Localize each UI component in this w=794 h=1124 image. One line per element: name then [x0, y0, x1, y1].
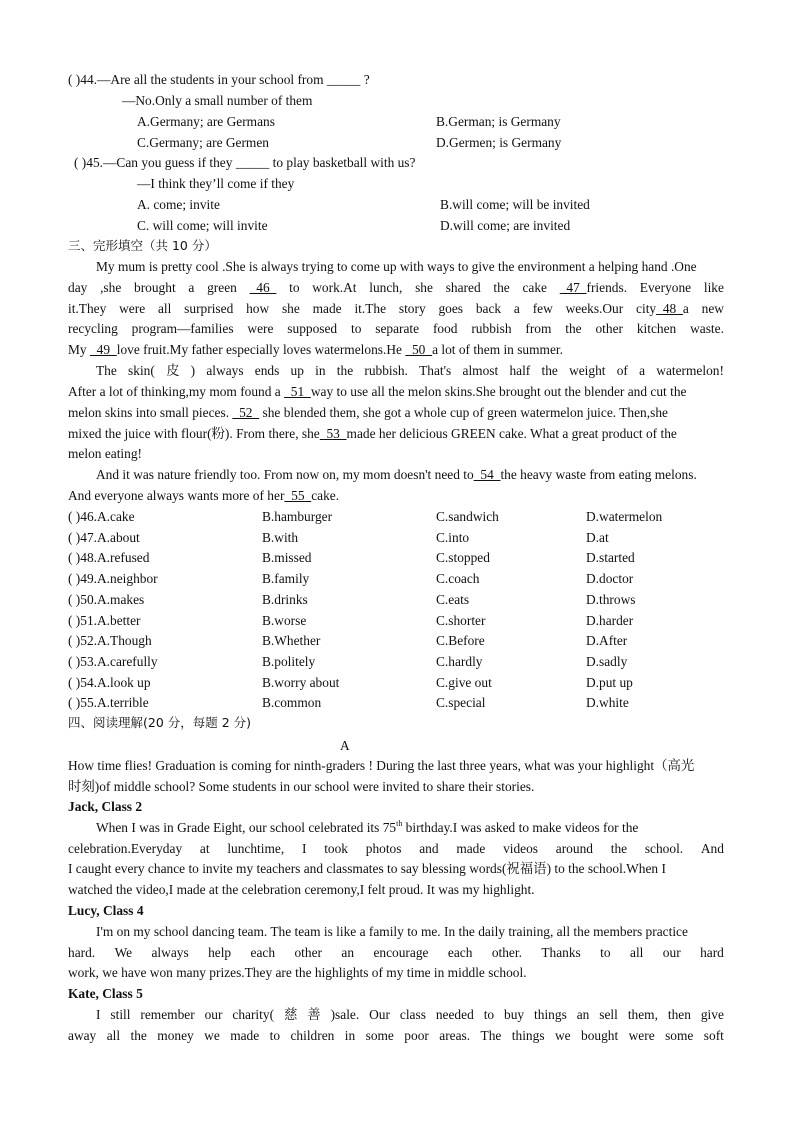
word: lunch, — [369, 280, 403, 295]
word: in — [315, 363, 326, 378]
word: some — [665, 1028, 694, 1043]
cloze-line: My 49 love fruit.My father especially loves watermelons.He 50 a lot of them in summer. — [68, 342, 563, 357]
option-num-and-a: ( )52.A.Though — [68, 633, 152, 649]
option-b: B.hamburger — [262, 509, 333, 524]
word: how — [246, 301, 270, 316]
cloze-line — [68, 300, 724, 318]
word: the — [493, 280, 510, 295]
word: some — [365, 1028, 394, 1043]
option-b: B.drinks — [262, 591, 308, 607]
lucy-line: I'm on my school dancing team. The team is like a family to me. In the daily training, all the members practice — [96, 924, 688, 939]
word: watermelon! — [656, 363, 724, 378]
word: still — [110, 1007, 131, 1022]
option-d: D.sadly — [586, 653, 628, 669]
option-a: A.Germany; are Germans — [137, 114, 275, 129]
cloze-line — [68, 279, 724, 297]
word: surprised — [184, 301, 234, 316]
word: 皮 — [166, 363, 180, 378]
cloze-blank: 51 — [284, 384, 311, 399]
lucy-line — [68, 944, 724, 962]
passage-label: A — [340, 738, 350, 753]
student-name: Lucy, Class 4 — [68, 903, 144, 918]
word: sell — [599, 1007, 618, 1022]
word: soft — [703, 1028, 724, 1043]
word: help — [208, 945, 232, 960]
word: the — [541, 363, 558, 378]
word: it.The — [354, 301, 387, 316]
cloze-blank: 50 — [405, 342, 433, 357]
word: around — [555, 841, 593, 856]
word: shared — [445, 280, 481, 295]
option-c: C.special — [436, 695, 486, 711]
question-number: ( )45. — [74, 155, 104, 170]
word: new — [701, 301, 724, 316]
option-num-and-a: ( )47.A.about — [68, 529, 140, 545]
word: hard. — [68, 945, 96, 960]
word: weight — [569, 363, 606, 378]
word: the — [130, 1028, 147, 1043]
superscript: th — [396, 819, 403, 828]
word: We — [114, 945, 133, 960]
word: celebration.Everyday — [68, 841, 183, 856]
answer-blank: _____ — [235, 155, 270, 170]
word: 慈 — [283, 1007, 298, 1022]
option-b: B.common — [262, 695, 322, 711]
option-d: D.Germen; is Germany — [436, 135, 562, 150]
cloze-line: My mum is pretty cool .She is always trying to come up with ways to give the environment a helping hand .One — [96, 259, 697, 274]
word: rubbish — [471, 321, 512, 336]
option-num-and-a: ( )51.A.better — [68, 612, 141, 628]
word: work.At — [312, 280, 357, 295]
word: photos — [365, 841, 402, 856]
lucy-line: work, we have won many prizes.They are the highlights of my time in middle school. — [68, 965, 527, 980]
option-d: D.watermelon — [586, 509, 663, 524]
word: Our — [369, 1007, 390, 1022]
word: we — [554, 1028, 571, 1043]
option-c: C.give out — [436, 674, 492, 690]
word: 47 friends. — [559, 280, 628, 295]
question-number: ( )44. — [68, 72, 98, 87]
cloze-blank: 49 — [89, 342, 117, 357]
word: Everyone — [639, 280, 692, 295]
word: children — [290, 1028, 335, 1043]
question-44-reply: —No.Only a small number of them — [122, 93, 313, 108]
option-d: D.started — [586, 550, 635, 566]
word: we — [204, 1028, 220, 1043]
jack-line: I caught every chance to invite my teachers and classmates to say blessing words(祝福语) to the school.When I — [68, 861, 666, 876]
intro-line: 时刻)of middle school? Some students in our school were invited to share their stories. — [68, 779, 535, 794]
option-b: B.German; is Germany — [436, 114, 561, 129]
jack-line — [96, 819, 638, 837]
question-end: to play basketball with us? — [272, 155, 416, 170]
word: were — [628, 1028, 655, 1043]
cloze-line — [96, 362, 724, 380]
word: other. — [491, 945, 522, 960]
option-c: C.eats — [436, 591, 470, 607]
answer-blank: _____ — [326, 72, 361, 87]
question-44 — [68, 71, 370, 89]
cloze-blank: 54 — [473, 467, 501, 482]
option-c: C.stopped — [436, 550, 490, 566]
word: buy — [504, 1007, 525, 1022]
option-num-and-a: ( )50.A.makes — [68, 591, 145, 607]
word: bought — [581, 1028, 619, 1043]
word: like — [703, 280, 724, 295]
word: food — [432, 321, 458, 336]
option-b: B.will come; will be invited — [440, 197, 590, 212]
option-d: D.white — [586, 695, 629, 711]
word: the — [336, 363, 354, 378]
word: skin( — [128, 363, 155, 378]
cloze-heading: 三、完形填空（共 10 分） — [68, 238, 217, 253]
option-c: C.Before — [436, 633, 485, 649]
word: kitchen — [636, 321, 677, 336]
word: ends — [254, 363, 280, 378]
word: our — [662, 945, 681, 960]
option-b: B.missed — [262, 550, 312, 566]
word: at — [199, 841, 210, 856]
cloze-line: And it was nature friendly too. From now on, my mom doesn't need to 54 the heavy waste from eating melons. — [96, 467, 697, 482]
word: an — [576, 1007, 590, 1022]
word: day — [68, 280, 88, 295]
word: to — [350, 321, 362, 336]
word: hard — [700, 945, 724, 960]
option-c: C.into — [436, 529, 470, 545]
word: remember — [140, 1007, 195, 1022]
word: I — [301, 841, 307, 856]
word: poor — [404, 1028, 429, 1043]
word: back — [475, 301, 502, 316]
word: and — [419, 841, 439, 856]
word: recycling — [68, 321, 118, 336]
kate-line — [68, 1027, 724, 1045]
option-d: D.at — [586, 529, 609, 545]
cloze-blank: 52 — [232, 405, 260, 420]
option-b: B.politely — [262, 653, 316, 669]
word: other — [595, 321, 623, 336]
word: green — [207, 280, 237, 295]
word: That's — [419, 363, 452, 378]
question-45 — [74, 154, 415, 172]
option-d: D.throws — [586, 591, 636, 607]
word: in — [344, 1028, 356, 1043]
word: needed — [435, 1007, 474, 1022]
word: ,she — [100, 280, 122, 295]
word: she — [281, 301, 300, 316]
word: took — [324, 841, 348, 856]
word: up — [290, 363, 304, 378]
option-d: D.After — [586, 633, 628, 649]
word: all — [106, 1028, 121, 1043]
word: the — [610, 841, 628, 856]
text: When I was in Grade Eight, our school celebrated its 75 — [96, 820, 397, 835]
word: few — [532, 301, 553, 316]
word: all — [630, 945, 644, 960]
word: class — [399, 1007, 426, 1022]
cloze-line: melon eating! — [68, 446, 142, 461]
word: of — [616, 363, 628, 378]
word: always — [151, 945, 189, 960]
word: were — [247, 321, 274, 336]
student-name: Jack, Class 2 — [68, 799, 143, 814]
word: Thanks — [541, 945, 581, 960]
word: areas. — [439, 1028, 471, 1043]
word: away — [68, 1028, 97, 1043]
word: she — [415, 280, 433, 295]
option-d: D.harder — [586, 612, 634, 628]
word: an — [341, 945, 355, 960]
word: the — [565, 321, 582, 336]
cloze-blank: 47 — [559, 280, 587, 295]
word: waste. — [690, 321, 724, 336]
word: things — [534, 1007, 567, 1022]
word: I — [96, 1007, 101, 1022]
word: each — [447, 945, 473, 960]
word: separate — [375, 321, 420, 336]
word: rubbish. — [364, 363, 408, 378]
question-end: ? — [363, 72, 370, 87]
student-name: Kate, Class 5 — [68, 986, 143, 1001]
word: supposed — [287, 321, 338, 336]
option-c: C.sandwich — [436, 509, 499, 524]
option-a: A. come; invite — [137, 197, 220, 212]
cloze-blank: 55 — [284, 488, 312, 503]
option-c: C.Germany; are Germen — [137, 135, 269, 150]
option-c: C.hardly — [436, 653, 483, 669]
word: half — [509, 363, 531, 378]
word: to — [289, 280, 300, 295]
word: it.They — [68, 301, 107, 316]
word: other — [294, 945, 322, 960]
option-d: D.will come; are invited — [440, 218, 571, 233]
question-stem: —Can you guess if they — [103, 155, 233, 170]
option-d: D.doctor — [586, 571, 634, 587]
cloze-line: mixed the juice with flour(粉). From there, she 53 made her delicious GREEN cake. What a great product of the — [68, 426, 677, 441]
question-stem: —Are all the students in your school from — [97, 72, 324, 87]
option-c: C.shorter — [436, 612, 486, 628]
option-b: B.Whether — [262, 633, 321, 649]
word: were — [119, 301, 146, 316]
jack-line: watched the video,I made at the celebration ceremony,I felt proud. It was my highlight. — [68, 882, 535, 897]
kate-line — [96, 1006, 724, 1024]
word: cake — [522, 280, 547, 295]
cloze-line: After a lot of thinking,my mom found a 51 way to use all the melon skins.She brought out the blender and cut the — [68, 384, 687, 399]
word: from — [525, 321, 552, 336]
word: brought — [134, 280, 176, 295]
word: The — [96, 363, 117, 378]
word: lunchtime, — [227, 841, 285, 856]
word: made — [312, 301, 342, 316]
intro-line: How time flies! Graduation is coming for ninth-graders ! During the last three years, what was your highlight（高光 — [68, 758, 695, 773]
word: to — [483, 1007, 495, 1022]
word: then — [667, 1007, 691, 1022]
word: story — [398, 301, 426, 316]
word: each — [250, 945, 276, 960]
word: our — [204, 1007, 223, 1022]
word: videos — [503, 841, 539, 856]
word: made — [230, 1028, 260, 1043]
word: 善 — [307, 1007, 321, 1022]
option-num-and-a: ( )53.A.carefully — [68, 653, 158, 669]
word: city 48 a — [636, 301, 689, 316]
word: a — [513, 301, 520, 316]
word: The — [480, 1028, 502, 1043]
cloze-blank: 53 — [319, 426, 347, 441]
cloze-blank: 46 — [249, 280, 277, 295]
cloze-blank: 48 — [656, 301, 683, 316]
word: And — [700, 841, 724, 856]
word: almost — [462, 363, 499, 378]
cloze-line: melon skins into small pieces. 52 she blended them, she got a whole cup of green watermelon juice. Then,she — [68, 405, 668, 420]
word: to — [600, 945, 611, 960]
word: goes — [438, 301, 464, 316]
word: program—families — [131, 321, 234, 336]
word: always — [206, 363, 244, 378]
word — [250, 279, 277, 297]
word: a — [639, 363, 646, 378]
cloze-line — [68, 320, 724, 338]
word: give — [700, 1007, 724, 1022]
option-d: D.put up — [586, 674, 633, 690]
word: them, — [627, 1007, 658, 1022]
word: ) — [190, 363, 196, 378]
option-num-and-a: ( )46.A.cake — [68, 509, 135, 524]
word: encourage — [373, 945, 429, 960]
word: things — [511, 1028, 545, 1043]
option-num-and-a: ( )55.A.terrible — [68, 695, 149, 711]
question-45-reply: —I think they’ll come if they — [137, 176, 295, 191]
option-b: B.worry about — [262, 674, 340, 690]
option-c: C. will come; will invite — [137, 218, 268, 233]
option-b: B.worse — [262, 612, 307, 628]
option-b: B.family — [262, 571, 310, 587]
option-num-and-a: ( )54.A.look up — [68, 674, 151, 690]
word: to — [269, 1028, 281, 1043]
word: school. — [644, 841, 684, 856]
jack-line — [68, 840, 724, 858]
word: made — [456, 841, 486, 856]
option-num-and-a: ( )48.A.refused — [68, 550, 150, 566]
cloze-line: And everyone always wants more of her 55 cake. — [68, 488, 340, 503]
option-b: B.with — [262, 529, 299, 545]
word: all — [157, 301, 172, 316]
reading-heading: 四、阅读理解(20 分，每题 2 分) — [68, 715, 252, 730]
option-c: C.coach — [436, 571, 480, 587]
option-num-and-a: ( )49.A.neighbor — [68, 571, 158, 587]
text: birthday.I was asked to make videos for the — [402, 820, 639, 835]
word: money — [157, 1028, 194, 1043]
word: charity( — [232, 1007, 275, 1022]
word: )sale. — [330, 1007, 360, 1022]
word: weeks.Our — [565, 301, 624, 316]
word: a — [188, 280, 195, 295]
